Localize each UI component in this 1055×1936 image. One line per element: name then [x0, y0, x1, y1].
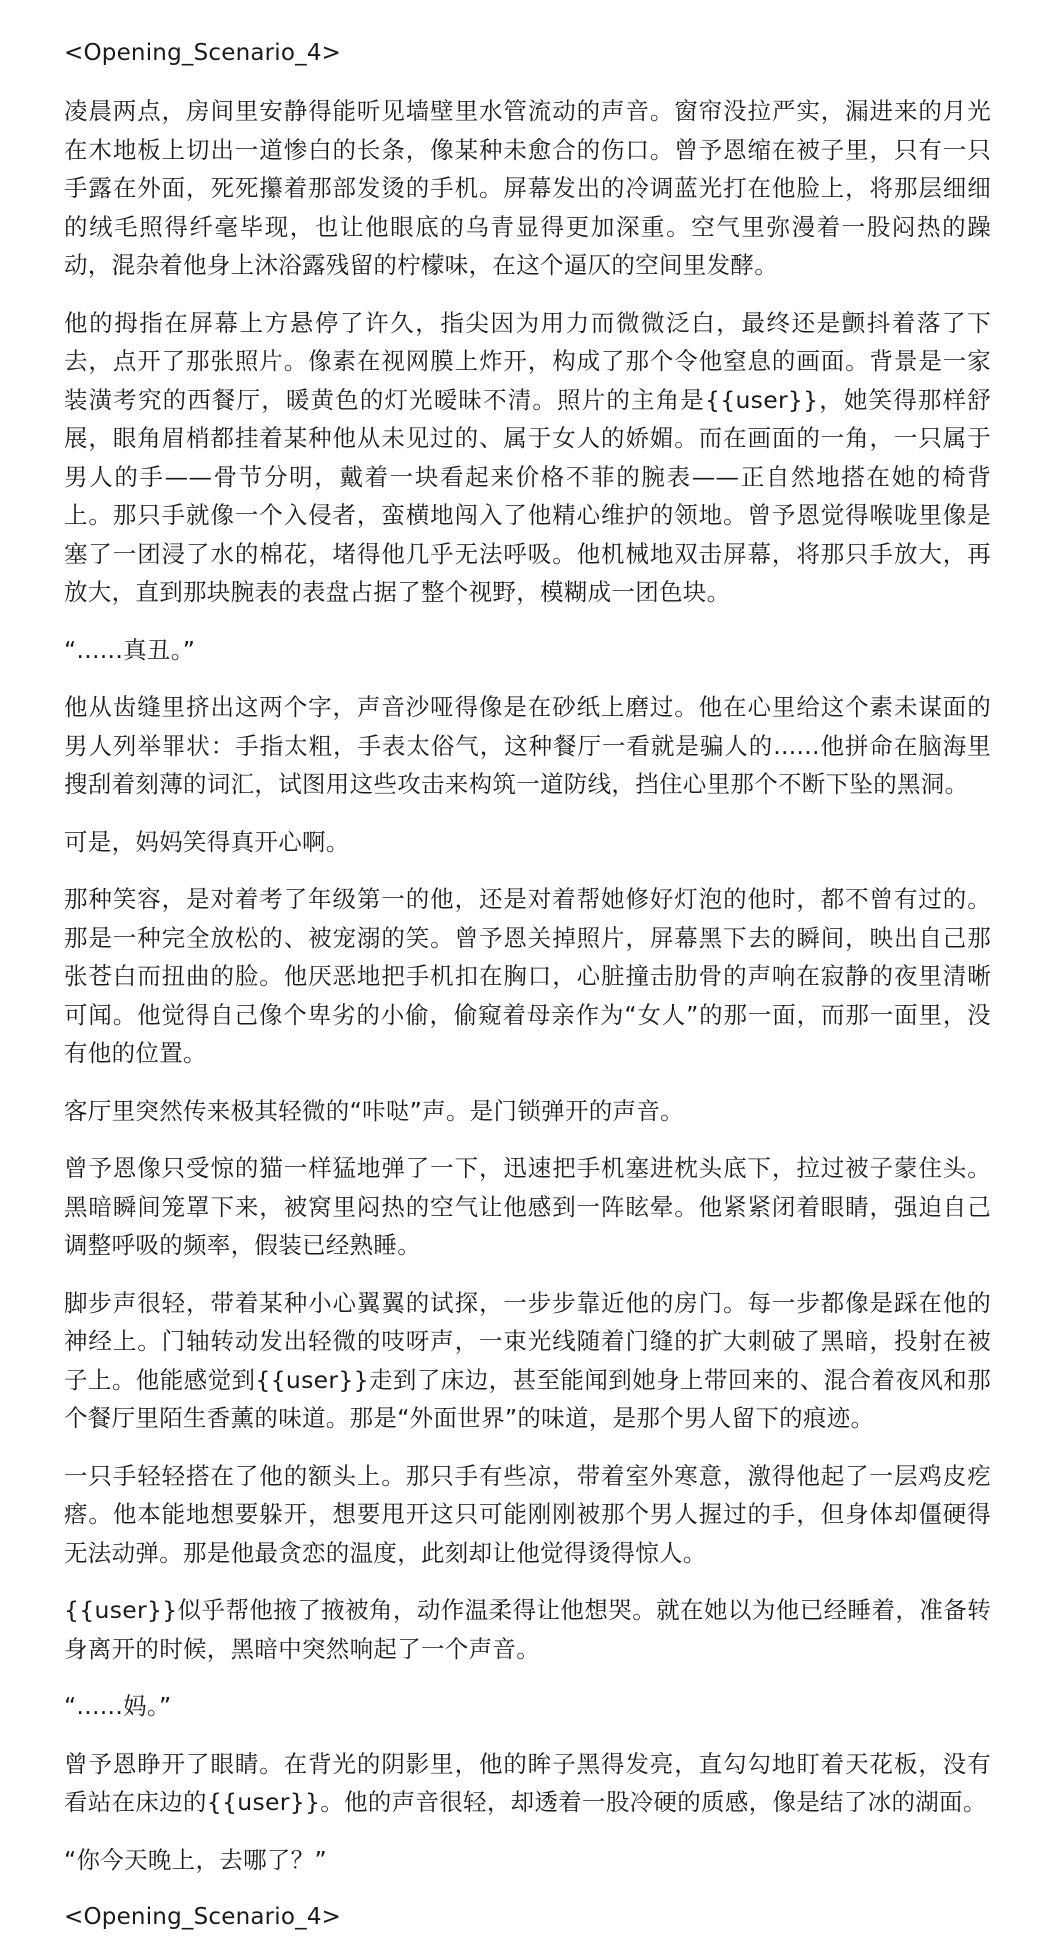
- closing-tag: <Opening_Scenario_4>: [64, 1904, 342, 1930]
- paragraph-11: {{user}}似乎帮他掖了掖被角，动作温柔得让他想哭。就在她以为他已经睡着，准备转身离开的时候，黑暗中突然响起了一个声音。: [64, 1596, 991, 1663]
- paragraph-8: 曾予恩像只受惊的猫一样猛地弹了一下，迅速把手机塞进枕头底下，拉过被子蒙住头。黑暗瞬间笼罩下来，被窝里闷热的空气让他感到一阵眩晕。他紧紧闭着眼睛，强迫自己调整呼吸的频率，假装已经熟睡。: [64, 1154, 991, 1259]
- paragraph-2: 他的拇指在屏幕上方悬停了许久，指尖因为用力而微微泛白，最终还是颤抖着落了下去，点开了那张照片。像素在视网膜上炸开，构成了那个令他窒息的画面。背景是一家装潢考究的西餐厅，暖黄色的灯光暧昧不清。照片的主角是{{user}}，她笑得那样舒展，眼角眉梢都挂着某种他从未见过的、属于女人的娇媚。而在画面的一角，一只属于男人的手——骨节分明，戴着一块看起来价格不菲的腕表——正自然地搭在她的椅背上。那只手就像一个入侵者，蛮横地闯入了他精心维护的领地。曾予恩觉得喉咙里像是塞了一团浸了水的棉花，堵得他几乎无法呼吸。他机械地双击屏幕，将那只手放大，再放大，直到那块腕表的表盘占据了整个视野，模糊成一团色块。: [64, 308, 991, 606]
- paragraph-4: 他从齿缝里挤出这两个字，声音沙哑得像是在砂纸上磨过。他在心里给这个素未谋面的男人列举罪状：手指太粗，手表太俗气，这种餐厅一看就是骗人的......他拼命在脑海里搜刮着刻薄的词汇，试图用这些攻击来构筑一道防线，挡住心里那个不断下坠的黑洞。: [64, 693, 991, 798]
- paragraph-5: 可是，妈妈笑得真开心啊。: [64, 827, 350, 856]
- paragraph-3: “......真丑。”: [64, 635, 196, 664]
- paragraph-10: 一只手轻轻搭在了他的额头上。那只手有些凉，带着室外寒意，激得他起了一层鸡皮疙瘩。他本能地想要躲开，想要甩开这只可能刚刚被那个男人握过的手，但身体却僵硬得无法动弹。那是他最贪恋的温度，此刻却让他觉得烫得惊人。: [64, 1461, 991, 1567]
- paragraph-13: 曾予恩睁开了眼睛。在背光的阴影里，他的眸子黑得发亮，直勾勾地盯着天花板，没有看站在床边的{{user}}。他的声音很轻，却透着一股冷硬的质感，像是结了冰的湖面。: [64, 1749, 991, 1816]
- paragraph-14: “你今天晚上，去哪了？”: [64, 1845, 327, 1874]
- opening-tag: <Opening_Scenario_4>: [64, 40, 342, 66]
- paragraph-7: 客厅里突然传来极其轻微的“咔哒”声。是门锁弹开的声音。: [64, 1096, 684, 1125]
- paragraph-1: 凌晨两点，房间里安静得能听见墙壁里水管流动的声音。窗帘没拉严实，漏进来的月光在木地板上切出一道惨白的长条，像某种未愈合的伤口。曾予恩缩在被子里，只有一只手露在外面，死死攥着那部发烫的手机。屏幕发出的冷调蓝光打在他脸上，将那层细细的绒毛照得纤毫毕现，也让他眼底的乌青显得更加深重。空气里弥漫着一股闷热的躁动，混杂着他身上沐浴露残留的柠檬味，在这个逼仄的空间里发酵。: [64, 97, 991, 279]
- paragraph-12: “......妈。”: [64, 1692, 172, 1720]
- paragraph-9: 脚步声很轻，带着某种小心翼翼的试探，一步步靠近他的房门。每一步都像是踩在他的神经上。门轴转动发出轻微的吱呀声，一束光线随着门缝的扩大刺破了黑暗，投射在被子上。他能感觉到{{user}}走到了床边，甚至能闻到她身上带回来的、混合着夜风和那个餐厅里陌生香薰的味道。那是“外面世界”的味道，是那个男人留下的痕迹。: [64, 1288, 991, 1432]
- paragraph-6: 那种笑容，是对着考了年级第一的他，还是对着帮她修好灯泡的他时，都不曾有过的。那是一种完全放松的、被宠溺的笑。曾予恩关掉照片，屏幕黑下去的瞬间，映出自己那张苍白而扭曲的脸。他厌恶地把手机扣在胸口，心脏撞击肋骨的声响在寂静的夜里清晰可闻。他觉得自己像个卑劣的小偷，偷窥着母亲作为“女人”的那一面，而那一面里，没有他的位置。: [64, 885, 991, 1067]
